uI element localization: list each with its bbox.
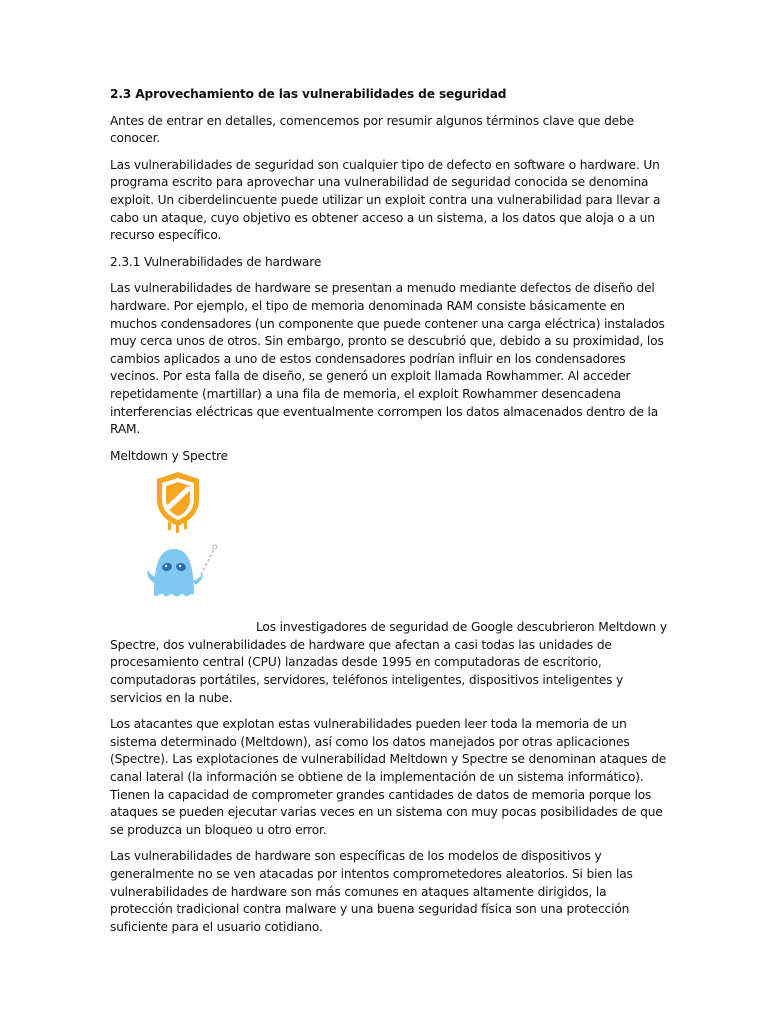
hardware-specific-paragraph: Las vulnerabilidades de hardware son específicas de los modelos de dispositivos y generalmente no se ven atacadas por intentos comprometedores aleatorios. Si bien las vulnerabilidades de hardware son más comunes en ataques altamente dirigidos, la protección tradicional contra malware y una buena seguridad física son una protección suficiente para el usuario cotidiano.	[110, 849, 633, 934]
meltdown-spectre-paragraph	[110, 619, 670, 707]
document-page	[110, 86, 670, 945]
subsection-heading: 2.3.1 Vulnerabilidades de hardware	[110, 254, 322, 269]
meltdown-spectre-title: Meltdown y Spectre	[110, 448, 229, 463]
section-heading: 2.3 Aprovechamiento de las vulnerabilidades de seguridad	[110, 87, 507, 101]
intro-paragraph: Antes de entrar en detalles, comencemos por resumir algunos términos clave que debe conocer.	[110, 113, 634, 146]
meltdown-shield-icon	[152, 469, 204, 533]
rowhammer-paragraph: Las vulnerabilidades de hardware se presentan a menudo mediante defectos de diseño del hardware. Por ejemplo, el tipo de memoria denominada RAM consiste básicamente en muchos condensadores (un componente que puede contener una carga eléctrica) instalados muy cerca unos de otros. Sin embargo, pronto se descubrió que, debido a su proximidad, los cambios aplicados a uno de estos condensadores podrían influir en los condensadores vecinos. Por esta falla de diseño, se generó un exploit llamada Rowhammer. Al acceder repetidamente (martillar) a una fila de memoria, el exploit Rowhammer desencadena interferencias eléctricas que eventualmente corrompen los datos almacenados dentro de la RAM.	[110, 281, 665, 437]
definition-paragraph: Las vulnerabilidades de seguridad son cualquier tipo de defecto en software o hardware. Un programa escrito para aprovechar una vulnerabilidad de seguridad conocida se denomina exploit. Un ciberdelincuente puede utilizar un exploit contra una vulnerabilidad para llevar a cabo un ataque, cuyo objetivo es obtener acceso a un sistema, a los datos que aloja o a un recurso específico.	[110, 157, 661, 243]
meltdown-spectre-text: Los investigadores de seguridad de Google descubrieron Meltdown y Spectre, dos vulnerabilidades de hardware que afectan a casi todas las unidades de procesamiento central (CPU) lanzadas desde 1995 en computadoras de escritorio, computadoras portátiles, servidores, teléfonos inteligentes, dispositivos inteligentes y servicios en la nube.	[110, 620, 667, 705]
attackers-paragraph: Los atacantes que explotan estas vulnerabilidades pueden leer toda la memoria de un sistema determinado (Meltdown), así como los datos manejados por otras aplicaciones (Spectre). Las explotaciones de vulnerabilidad Meltdown y Spectre se denominan ataques de canal lateral (la información se obtiene de la implementación de un sistema informático). Tienen la capacidad de comprometer grandes cantidades de datos de memoria porque los ataques se pueden ejecutar varias veces en un sistema con muy pocas posibilidades de que se produzca un bloqueo u otro error.	[110, 717, 667, 837]
spectre-ghost-icon	[144, 543, 224, 605]
logos-area	[110, 467, 670, 619]
